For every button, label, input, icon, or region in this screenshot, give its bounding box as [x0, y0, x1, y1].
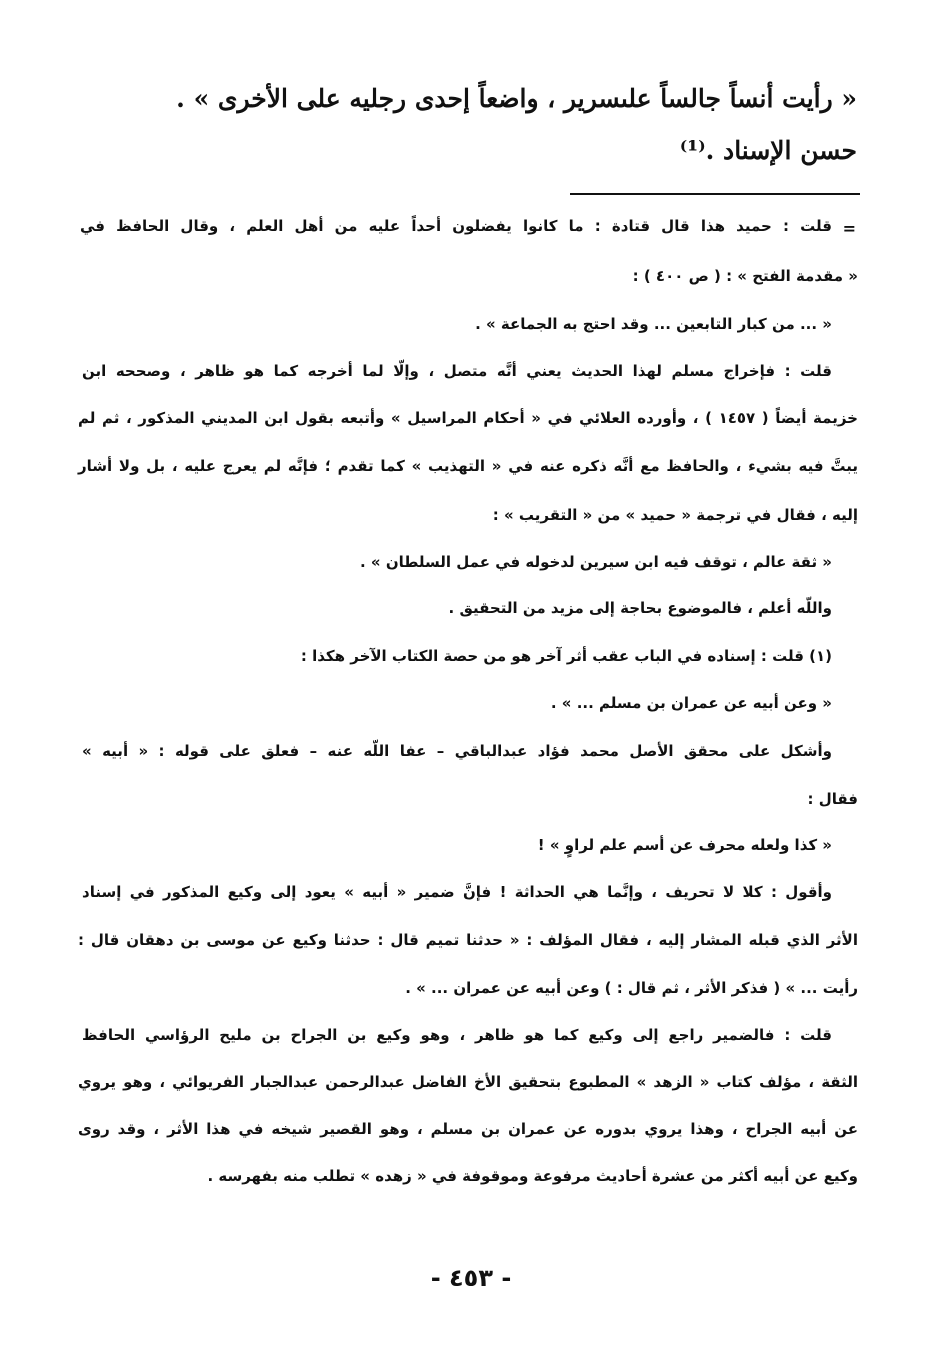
page-number: - ٤٥٣ -	[430, 1264, 512, 1292]
footnote-line: وأشكل على محقق الأصل محمد فؤاد عبدالباقي – عفا اللّه عنه – فعلق على قوله : « أبيه »	[82, 742, 832, 760]
footnote-line: يبتَّ فيه بشيء ، والحافظ مع أنَّه ذكره عنه في « التهذيب » كما تقدم ؛ فإنَّه لم يعرج عليه ، بل ولا أشار	[78, 457, 858, 475]
footnote-line: « مقدمة الفتح » : ( ص ٤٠٠ ) :	[632, 267, 858, 285]
footnote-line: رأيت ... » ( فذكر الأثر ، ثم قال : ) وعن أبيه عن عمران ... » .	[405, 979, 858, 997]
continuation-mark: =	[842, 219, 856, 238]
footnote-divider	[570, 193, 860, 195]
main-text-line-2: حسن الإسناد .⁽¹⁾	[679, 136, 857, 165]
footnote-line: « كذا ولعله محرف عن أسم علم لراوٍ » !	[537, 836, 832, 854]
footnote-line: وأقول : كلا لا تحريف ، وإنَّما هي الحداثة ! فإنَّ ضمير « أبيه » يعود إلى وكيع المذكور في إسناد	[82, 883, 832, 901]
footnote-line: إليه ، فقال في ترجمة « حميد » من « التقريب » :	[492, 506, 858, 524]
footnote-line: خزيمة أيضاً ( ١٤٥٧ ) ، وأورده العلائي في « أحكام المراسيل » وأتبعه بقول ابن المديني المذكور ، ثم لم	[78, 409, 858, 427]
footnote-line: وكيع عن أبيه أكثر من عشرة أحاديث مرفوعة وموقوفة في « زهده » تطلب منه بفهرسه .	[207, 1167, 858, 1185]
footnote-line: قلت : حميد هذا قال قتادة : ما كانوا يفضلون أحداً عليه من أهل العلم ، وقال الحافظ في	[80, 217, 832, 235]
footnote-line: واللّه أعلم ، فالموضوع بحاجة إلى مزيد من التحقيق .	[448, 599, 832, 617]
footnote-line: الثقة ، مؤلف كتاب « الزهد » المطبوع بتحقيق الأخ الفاضل عبدالرحمن عبدالجبار الفريوائي ، وهو يروي	[78, 1073, 858, 1091]
footnote-line: قلت : فإخراج مسلم لهذا الحديث يعني أنَّه متصل ، وإلّا لما أخرجه كما هو ظاهر ، وصححه ابن	[82, 362, 832, 380]
footnote-line: قلت : فالضمير راجع إلى وكيع كما هو ظاهر ، وهو وكيع بن الجراح بن مليح الرؤاسي الحافظ	[82, 1026, 832, 1044]
main-text-line-1: « رأيت أنساً جالساً علىسرير ، واضعاً إحدى رجليه على الأخرى » .	[176, 84, 857, 113]
footnote-line: « وعن أبيه عن عمران بن مسلم ... » .	[550, 694, 832, 712]
footnote-line: الأثر الذي قبله المشار إليه ، فقال المؤلف : « حدثنا تميم قال : حدثنا وكيع عن موسى بن دهقان قال :	[78, 931, 858, 949]
footnote-line: « ثقة عالم ، توقف فيه ابن سيرين لدخوله في عمل السلطان » .	[360, 553, 832, 571]
footnote-line: عن أبيه الجراح ، وهذا يروي بدوره عن عمران بن مسلم ، وهو القصير شيخه في هذا الأثر ، وقد روى	[78, 1120, 858, 1138]
footnote-line: فقال :	[807, 790, 858, 808]
footnote-line: (١) قلت : إسناده في الباب عقب أثر آخر هو من حصة الكتاب الآخر هكذا :	[300, 647, 832, 665]
footnote-line: « ... من كبار التابعين ... وقد احتج به الجماعة » .	[475, 315, 832, 333]
